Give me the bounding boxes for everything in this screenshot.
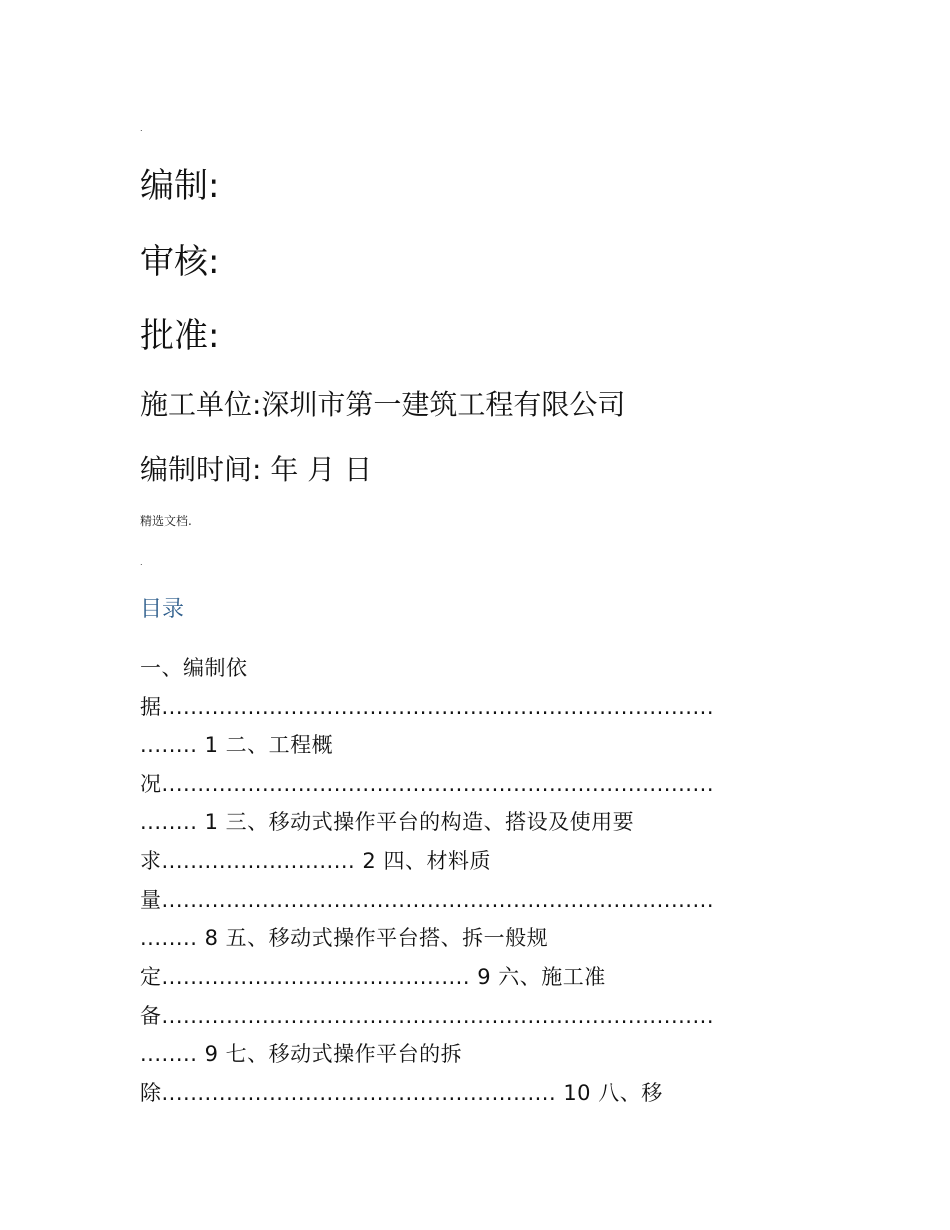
approver-label: 批准: bbox=[140, 316, 220, 356]
toc-line: 除....................................................... 10 八、移 bbox=[140, 1081, 663, 1105]
toc-line: 求........................... 2 四、材料质 bbox=[140, 849, 491, 873]
toc-line: ........ 1 二、工程概 bbox=[140, 733, 334, 757]
toc-line: 况............................................................................. bbox=[140, 772, 714, 796]
page-marker-dot: . bbox=[140, 558, 143, 567]
toc-line: 一、编制依 bbox=[140, 656, 248, 680]
toc-line: ........ 8 五、移动式操作平台搭、拆一般规 bbox=[140, 926, 549, 950]
page-footer: 精选文档. bbox=[140, 514, 192, 528]
toc-line: 据............................................................................. bbox=[140, 695, 714, 719]
editor-label: 编制: bbox=[140, 166, 220, 206]
toc-line: ........ 9 七、移动式操作平台的拆 bbox=[140, 1042, 463, 1066]
page-marker-dot: . bbox=[140, 124, 143, 133]
compile-date-line: 编制时间: 年 月 日 bbox=[140, 453, 373, 486]
construction-unit-line: 施工单位:深圳市第一建筑工程有限公司 bbox=[140, 388, 626, 421]
toc-line: 量............................................................................. bbox=[140, 888, 714, 912]
toc-line: 备............................................................................. bbox=[140, 1004, 714, 1028]
toc-line: ........ 1 三、移动式操作平台的构造、搭设及使用要 bbox=[140, 810, 635, 834]
toc-title: 目录 bbox=[140, 597, 185, 622]
toc-line: 定........................................... 9 六、施工准 bbox=[140, 965, 606, 989]
reviewer-label: 审核: bbox=[140, 242, 220, 282]
